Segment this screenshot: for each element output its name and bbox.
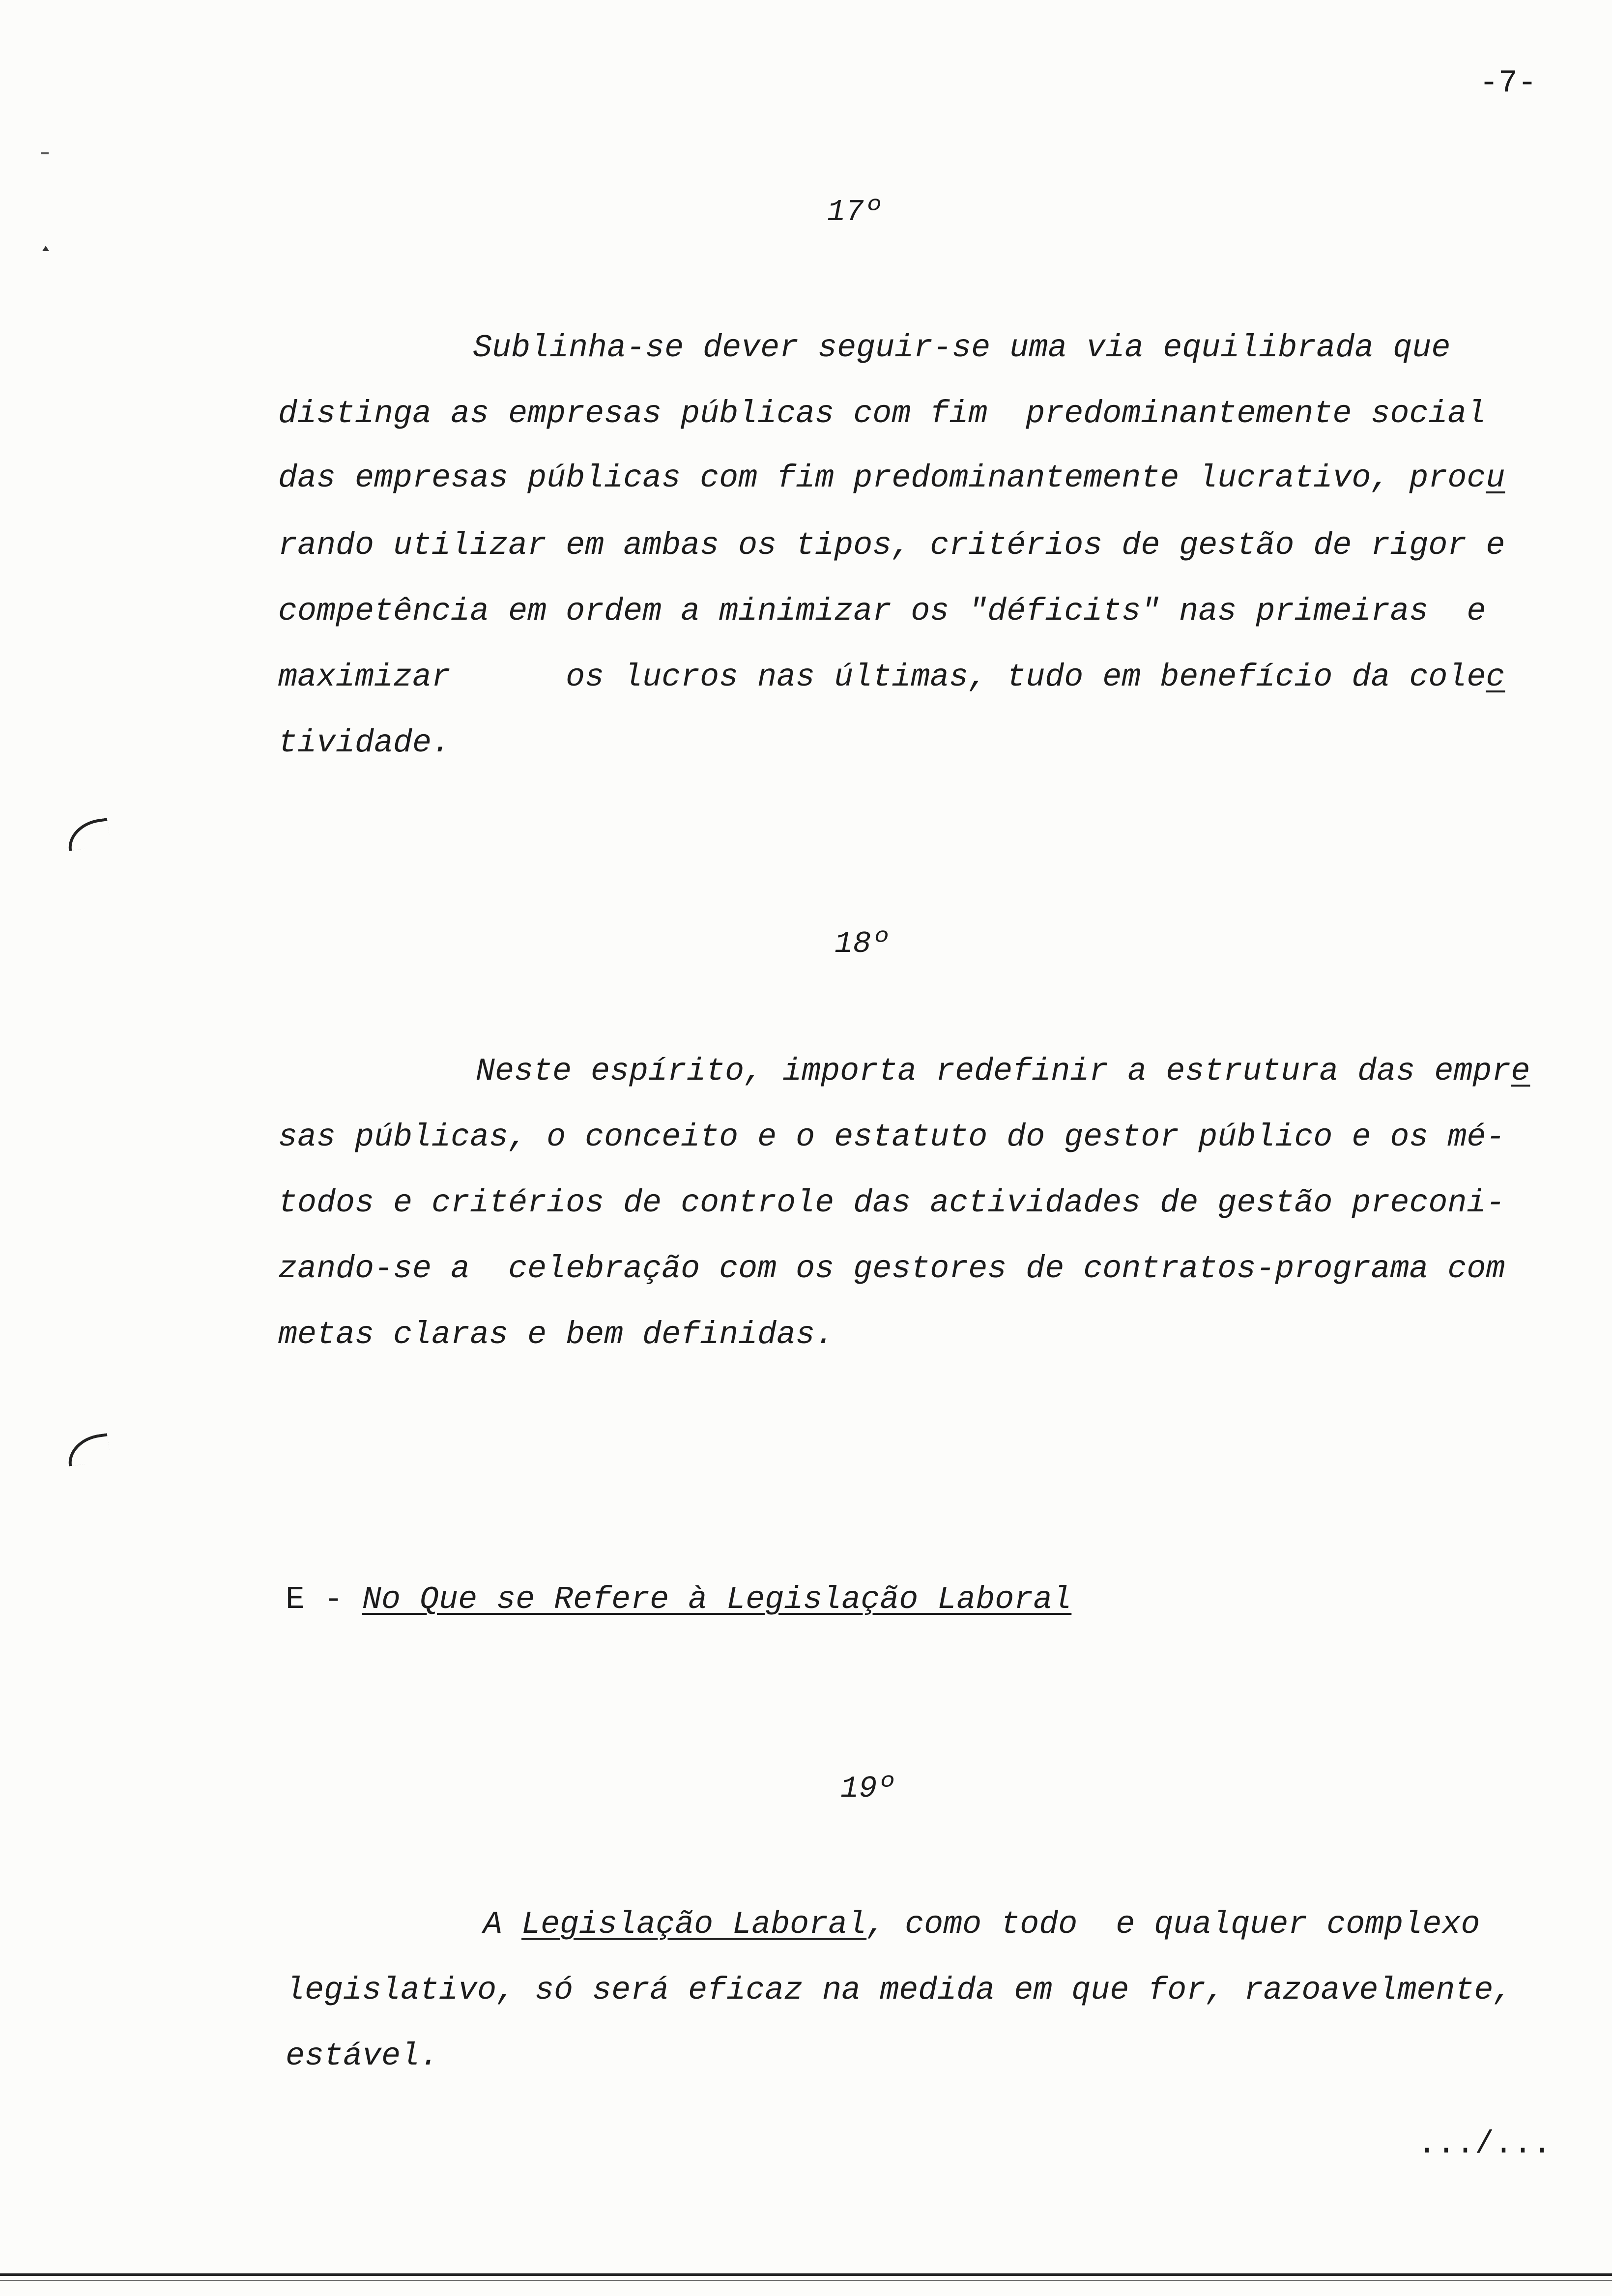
paragraph-19-line-2 [286, 1972, 1513, 2009]
punch-hole-mark [65, 1433, 111, 1466]
paragraph-19-line-1 [483, 1906, 1480, 1943]
section-number-17: 17º [827, 195, 882, 230]
heading-prefix: E - [286, 1581, 363, 1618]
line-text: metas claras e bem definidas. [278, 1317, 835, 1353]
margin-dash-mark [41, 152, 49, 154]
line-text: zando-se a celebração com os gestores de contratos-programa com [278, 1251, 1505, 1287]
section-heading-e [286, 1581, 1072, 1618]
line-text: maximizar os lucros nas últimas, tudo em benefício da cole [278, 659, 1486, 695]
paragraph-17-line-4 [278, 527, 1505, 564]
bottom-rule-thin [0, 2280, 1612, 2281]
paragraph-18-line-3 [278, 1187, 1505, 1219]
paragraph-18-line-4 [278, 1253, 1505, 1285]
section-number-18: 18º [835, 926, 890, 961]
paragraph-18-line-5 [278, 1319, 834, 1351]
underlined-term: Legislação Laboral [521, 1906, 867, 1943]
line-text: sas públicas, o conceito e o estatuto do gestor público e os mé- [278, 1119, 1505, 1155]
paragraph-17-line-1 [473, 332, 1450, 364]
paragraph-17-line-6 [278, 661, 1505, 693]
line-text: tividade. [278, 725, 451, 761]
page-number: -7- [1479, 65, 1537, 101]
line-text: Sublinha-se dever seguir-se uma via equilibrada que [473, 330, 1451, 366]
heading-title: No Que se Refere à Legislação Laboral [362, 1581, 1072, 1618]
hyphenation-underlined-char: e [1511, 1053, 1530, 1090]
line-text: competência em ordem a minimizar os "déficits" nas primeiras e [278, 593, 1486, 630]
paragraph-18-line-2 [278, 1121, 1505, 1153]
paragraph-18-line-1 [476, 1053, 1530, 1090]
line-text: todos e critérios de controle das actividades de gestão preconi- [278, 1185, 1505, 1221]
line-text: rando utilizar em ambas os tipos, critérios de gestão de rigor e [278, 527, 1505, 564]
paragraph-17-line-5 [278, 593, 1486, 630]
line-text-after: , como todo e qualquer complexo [866, 1906, 1480, 1943]
paragraph-19-line-3 [286, 2040, 439, 2072]
margin-dot-mark [42, 246, 49, 251]
paragraph-17-line-3 [278, 462, 1505, 494]
continuation-marker: .../... [1417, 2126, 1552, 2162]
line-text: distinga as empresas públicas com fim predominantemente social [278, 396, 1486, 432]
line-text: Neste espírito, importa redefinir a estrutura das empr [476, 1053, 1511, 1090]
punch-hole-mark [65, 818, 111, 851]
paragraph-17-line-7 [278, 727, 451, 759]
line-text: estável. [286, 2038, 439, 2074]
line-text: das empresas públicas com fim predominantemente lucrativo, proc [278, 460, 1486, 496]
line-text-before: A [483, 1906, 522, 1943]
section-number-19: 19º [840, 1771, 895, 1806]
bottom-rule [0, 2273, 1612, 2276]
line-text: legislativo, só será eficaz na medida em que for, razoavelmente, [286, 1972, 1513, 2009]
paragraph-17-line-2 [278, 398, 1486, 430]
hyphenation-underlined-char: c [1486, 659, 1505, 695]
hyphenation-underlined-char: u [1486, 460, 1505, 496]
